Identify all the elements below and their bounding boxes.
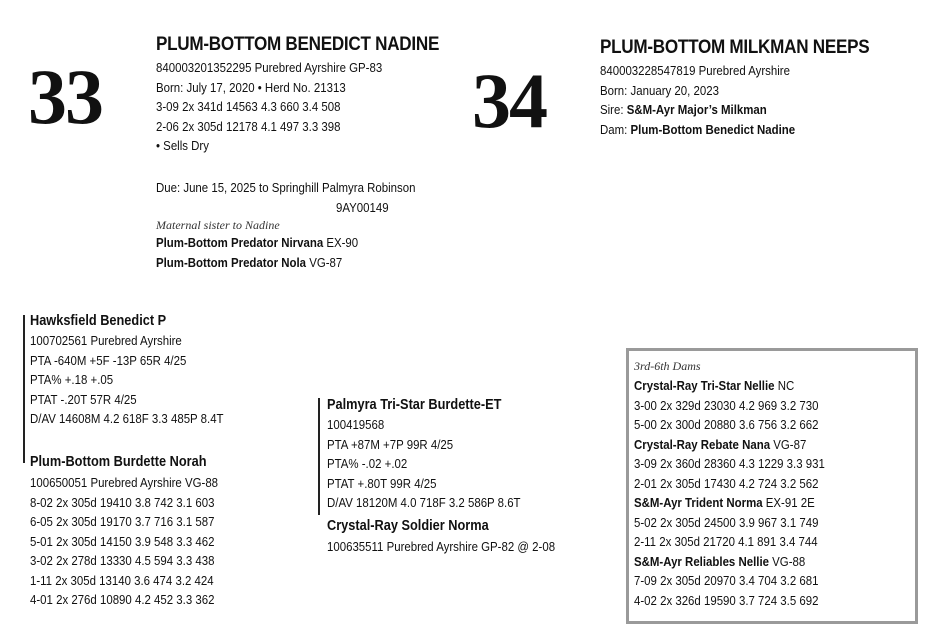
dam-line: 8-02 2x 305d 19410 3.8 742 3.1 603 [30,494,215,510]
dam-label: Dam: [600,121,631,137]
sire-line: PTAT -.20T 57R 4/25 [30,391,137,407]
dam-line: 6-05 2x 305d 19170 3.7 716 3.1 587 [30,514,215,529]
cow-record: 4-02 2x 326d 19590 3.7 724 3.5 692 [634,592,819,608]
sire-line: 100702561 Purebred Ayrshire [30,333,182,348]
sire-line: PTA -640M +5F -13P 65R 4/25 [30,352,187,368]
lot33-line: 840003201352295 Purebred Ayrshire GP-83 [156,60,383,75]
dam-details [30,473,244,610]
maternal-sister-label: Maternal sister to Nadine [156,218,280,232]
pedigree-bracket-maternal [318,398,320,515]
sire-line: PTA% +.18 +.05 [30,372,114,387]
dam-line: 1-11 2x 305d 13140 3.6 474 3.2 424 [30,572,214,588]
mgs-line: 100419568 [327,417,385,432]
pedigree-bracket-sire [23,315,25,463]
dam-line: 4-01 2x 276d 10890 4.2 452 3.3 362 [30,592,215,607]
sister-score: VG-87 [306,254,343,270]
dam-line: 5-01 2x 305d 14150 3.9 548 3.3 462 [30,533,215,549]
lot34-sire-row [600,100,795,120]
lot33-line: Born: July 17, 2020 • Herd No. 21313 [156,79,346,95]
cow-name: Crystal-Ray Tri-Star Nellie [634,378,775,393]
sister-row [156,253,358,273]
dams-box-label: 3rd-6th Dams [634,359,701,373]
sister-row [156,233,358,253]
cow-record: 2-11 2x 305d 21720 4.1 891 3.4 744 [634,534,818,549]
lot33-due: Due: June 15, 2025 to Springhill Palmyra Robinson [156,180,416,195]
lot-number-34: 34 [472,57,546,144]
dams-box [626,348,918,624]
cow-record: 5-00 2x 300d 20880 3.6 756 3.2 662 [634,417,819,432]
dams-list [634,376,851,610]
cow-record: 3-00 2x 329d 23030 4.2 969 3.2 730 [634,397,819,413]
lot33-due-code: 9AY00149 [336,200,389,215]
lot33-title: PLUM-BOTTOM BENEDICT NADINE [156,34,440,55]
sire-line: D/AV 14608M 4.2 618F 3.3 485P 8.4T [30,411,224,426]
dam-line: 100650051 Purebred Ayrshire VG-88 [30,475,219,490]
sire-label: Sire: [600,102,627,117]
cow-score: NC [774,378,795,393]
cow-record: 2-01 2x 305d 17430 4.2 724 3.2 562 [634,475,819,491]
lot33-line: 3-09 2x 341d 14563 4.3 660 3.4 508 [156,99,341,114]
cow-score: EX-91 2E [762,495,815,510]
lot34-dam-row [600,120,795,140]
maternal-grandsire-name: Palmyra Tri-Star Burdette-ET [327,397,502,413]
lot34-born: Born: January 20, 2023 [600,82,719,98]
cow-record: 7-09 2x 305d 20970 3.4 704 3.2 681 [634,573,819,588]
lot33-line: • Sells Dry [156,138,209,153]
maternal-grandsire-details [327,415,547,513]
maternal-granddam-name: Crystal-Ray Soldier Norma [327,518,489,534]
dam-cow-heading [634,493,825,513]
lot34-sire: S&M-Ayr Major’s Milkman [626,102,767,117]
lot34-id: 840003228547819 Purebred Ayrshire [600,63,790,78]
maternal-sisters [156,233,386,272]
cow-score: VG-88 [768,553,806,569]
lot33-line: 2-06 2x 305d 12178 4.1 497 3.3 398 [156,118,341,134]
mgs-line: PTAT +.80T 99R 4/25 [327,475,437,491]
dam-cow-heading [634,435,825,455]
cow-name: Crystal-Ray Rebate Nana [634,436,771,452]
dam-name: Plum-Bottom Burdette Norah [30,454,207,470]
sire-details [30,331,250,429]
lot34-title: PLUM-BOTTOM MILKMAN NEEPS [600,37,870,58]
dam-line: 3-02 2x 278d 13330 4.5 594 3.3 438 [30,553,215,568]
dam-cow-heading [634,376,825,396]
lot34-details [600,61,822,139]
mgs-line: PTA +87M +7P 99R 4/25 [327,436,454,452]
cow-score: VG-87 [770,436,807,452]
dam-cow-heading [634,552,825,572]
sire-name: Hawksfield Benedict P [30,313,167,329]
sister-score: EX-90 [323,235,359,250]
lot33-details [156,58,413,156]
cow-name: S&M-Ayr Reliables Nellie [634,553,769,569]
mgs-line: D/AV 18120M 4.0 718F 3.2 586P 8.6T [327,495,521,510]
lot34-dam: Plum-Bottom Benedict Nadine [630,121,796,137]
lot-number-33: 33 [28,53,102,140]
sister-name: Plum-Bottom Predator Nola [156,254,307,270]
sister-name: Plum-Bottom Predator Nirvana [156,235,324,250]
cow-record: 5-02 2x 305d 24500 3.9 967 3.1 749 [634,514,819,530]
cow-name: S&M-Ayr Trident Norma [634,495,763,510]
mgs-line: PTA% -.02 +.02 [327,456,408,471]
maternal-granddam-line: 100635511 Purebred Ayrshire GP-82 @ 2-08 [327,539,556,554]
cow-record: 3-09 2x 360d 28360 4.3 1229 3.3 931 [634,456,825,471]
